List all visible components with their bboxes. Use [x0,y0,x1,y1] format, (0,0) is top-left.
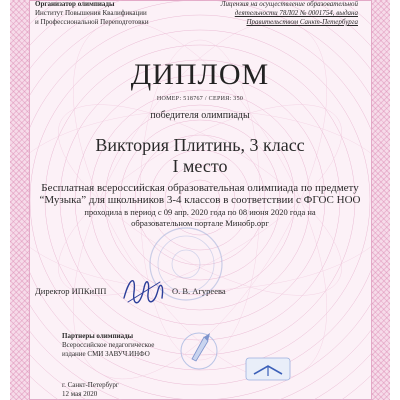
description-block [30,182,370,206]
director-label: Директор ИПКиПП [35,286,107,296]
rocket-logo-icon [174,327,224,371]
organizer-block [35,0,149,27]
winner-name: Виктория Плитинь, 3 класс [95,135,305,155]
license-line-1: Лицензия на осуществление образовательной [220,0,358,8]
organizer-title: Организатор олимпиады [35,0,115,8]
book-logo-icon [244,354,292,384]
license-line-3: Правительством Санкт-Петербурга [246,18,358,26]
description-line-2: “Музыка” для школьников 3-4 классов в соответствии с ФГОС НОО [39,194,361,206]
place-date-block [62,381,119,399]
diploma-title: ДИПЛОМ [130,58,270,91]
organizer-line-2: и Профессиональной Переподготовки [35,18,149,26]
description-line-4: образовательном портале Минобр.орг [131,218,269,228]
director-name: О. В. Агуреева [172,286,226,296]
partners-line-2: издание СМИ ЗАВУЧ.ИНФО [62,350,150,358]
winner-place: I место [172,156,228,176]
partners-title: Партнеры олимпиады [62,332,134,340]
director-signature [118,268,168,314]
license-block [188,0,358,27]
license-line-2: деятельности 78Л02 № 0001754, выдана [234,9,358,17]
partners-block [62,332,154,359]
issue-city: г. Санкт-Петербург [62,381,119,389]
organizer-line-1: Институт Повышения Квалификации [35,9,147,17]
issue-date: 12 мая 2020 [62,390,98,398]
diploma-subtitle: победителя олимпиады [150,110,250,121]
description-line-3: проходила в период с 09 апр. 2020 года по 08 июня 2020 года на [84,207,316,217]
partners-line-1: Всероссийское педагогическое [62,341,155,349]
description-line-1: Бесплатная всероссийская образовательная олимпиада по предмету [41,182,359,194]
serial-number: НОМЕР: 518767 / СЕРИЯ: 350 [156,96,244,102]
winner-block [0,135,400,177]
